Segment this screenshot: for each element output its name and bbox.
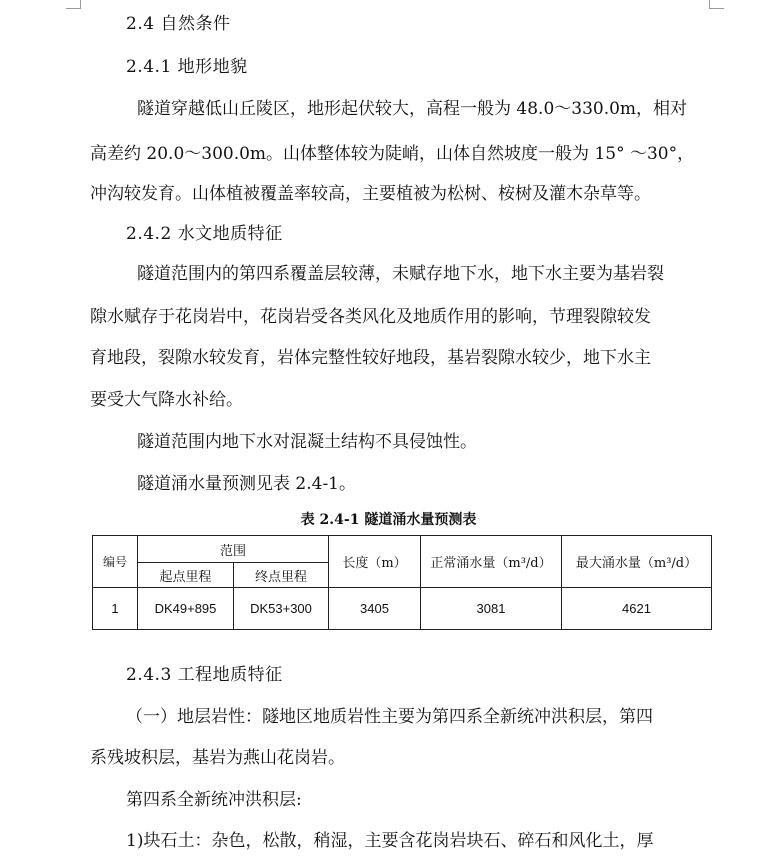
cell-max-inflow: 4621 <box>562 588 712 630</box>
paragraph-line: 隧道范围内的第四系覆盖层较薄，未赋存地下水，地下水主要为基岩裂 <box>137 264 664 284</box>
paragraph-line: 高差约 20.0～300.0m。山体整体较为陡峭，山体自然坡度一般为 15° ～30°， <box>90 144 695 164</box>
paragraph-line: 系残坡积层，基岩为燕山花岗岩。 <box>90 748 345 768</box>
paragraph-line: 隧道范围内地下水对混凝土结构不具侵蚀性。 <box>137 432 477 452</box>
header-max-inflow: 最大涌水量（m³/d） <box>562 536 712 588</box>
section-2-4-3-title: 2.4.3 工程地质特征 <box>126 665 283 685</box>
header-start-mileage: 起点里程 <box>138 563 234 588</box>
cell-start-mileage: DK49+895 <box>138 588 234 630</box>
header-range: 范围 <box>138 536 329 563</box>
paragraph-line: 隧道穿越低山丘陵区，地形起伏较大，高程一般为 48.0～330.0m，相对 <box>137 99 688 119</box>
paragraph-line: 要受大气降水补给。 <box>90 390 243 410</box>
water-inflow-table <box>92 535 712 630</box>
cell-index: 1 <box>93 588 138 630</box>
table-caption: 表 2.4-1 隧道涌水量预测表 <box>300 512 477 528</box>
paragraph-line: 隙水赋存于花岗岩中，花岗岩受各类风化及地质作用的影响，节理裂隙较发 <box>90 307 651 327</box>
section-2-4-2-title: 2.4.2 水文地质特征 <box>126 224 283 244</box>
paragraph-line: 隧道涌水量预测见表 2.4-1。 <box>137 474 356 494</box>
header-end-mileage: 终点里程 <box>234 563 329 588</box>
cell-normal-inflow: 3081 <box>421 588 562 630</box>
page-corner-mark-left <box>66 0 81 9</box>
header-index: 编号 <box>93 536 138 588</box>
paragraph-line: （一）地层岩性：隧地区地质岩性主要为第四系全新统冲洪积层，第四 <box>126 707 653 727</box>
paragraph-line: 第四系全新统冲洪积层: <box>126 790 302 810</box>
header-length: 长度（m） <box>329 536 421 588</box>
paragraph-line: 冲沟较发育。山体植被覆盖率较高，主要植被为松树、桉树及灌木杂草等。 <box>90 184 651 204</box>
paragraph-line: 1)块石土：杂色，松散，稍湿，主要含花岗岩块石、碎石和风化土，厚 <box>126 831 654 851</box>
header-normal-inflow: 正常涌水量（m³/d） <box>421 536 562 588</box>
section-2-4-1-title: 2.4.1 地形地貌 <box>126 57 248 77</box>
page-corner-mark-right <box>709 0 724 9</box>
table-row <box>93 588 712 630</box>
paragraph-line: 育地段，裂隙水较发育，岩体完整性较好地段，基岩裂隙水较少，地下水主 <box>90 348 651 368</box>
section-2-4-title: 2.4 自然条件 <box>126 14 231 34</box>
cell-length: 3405 <box>329 588 421 630</box>
cell-end-mileage: DK53+300 <box>234 588 329 630</box>
